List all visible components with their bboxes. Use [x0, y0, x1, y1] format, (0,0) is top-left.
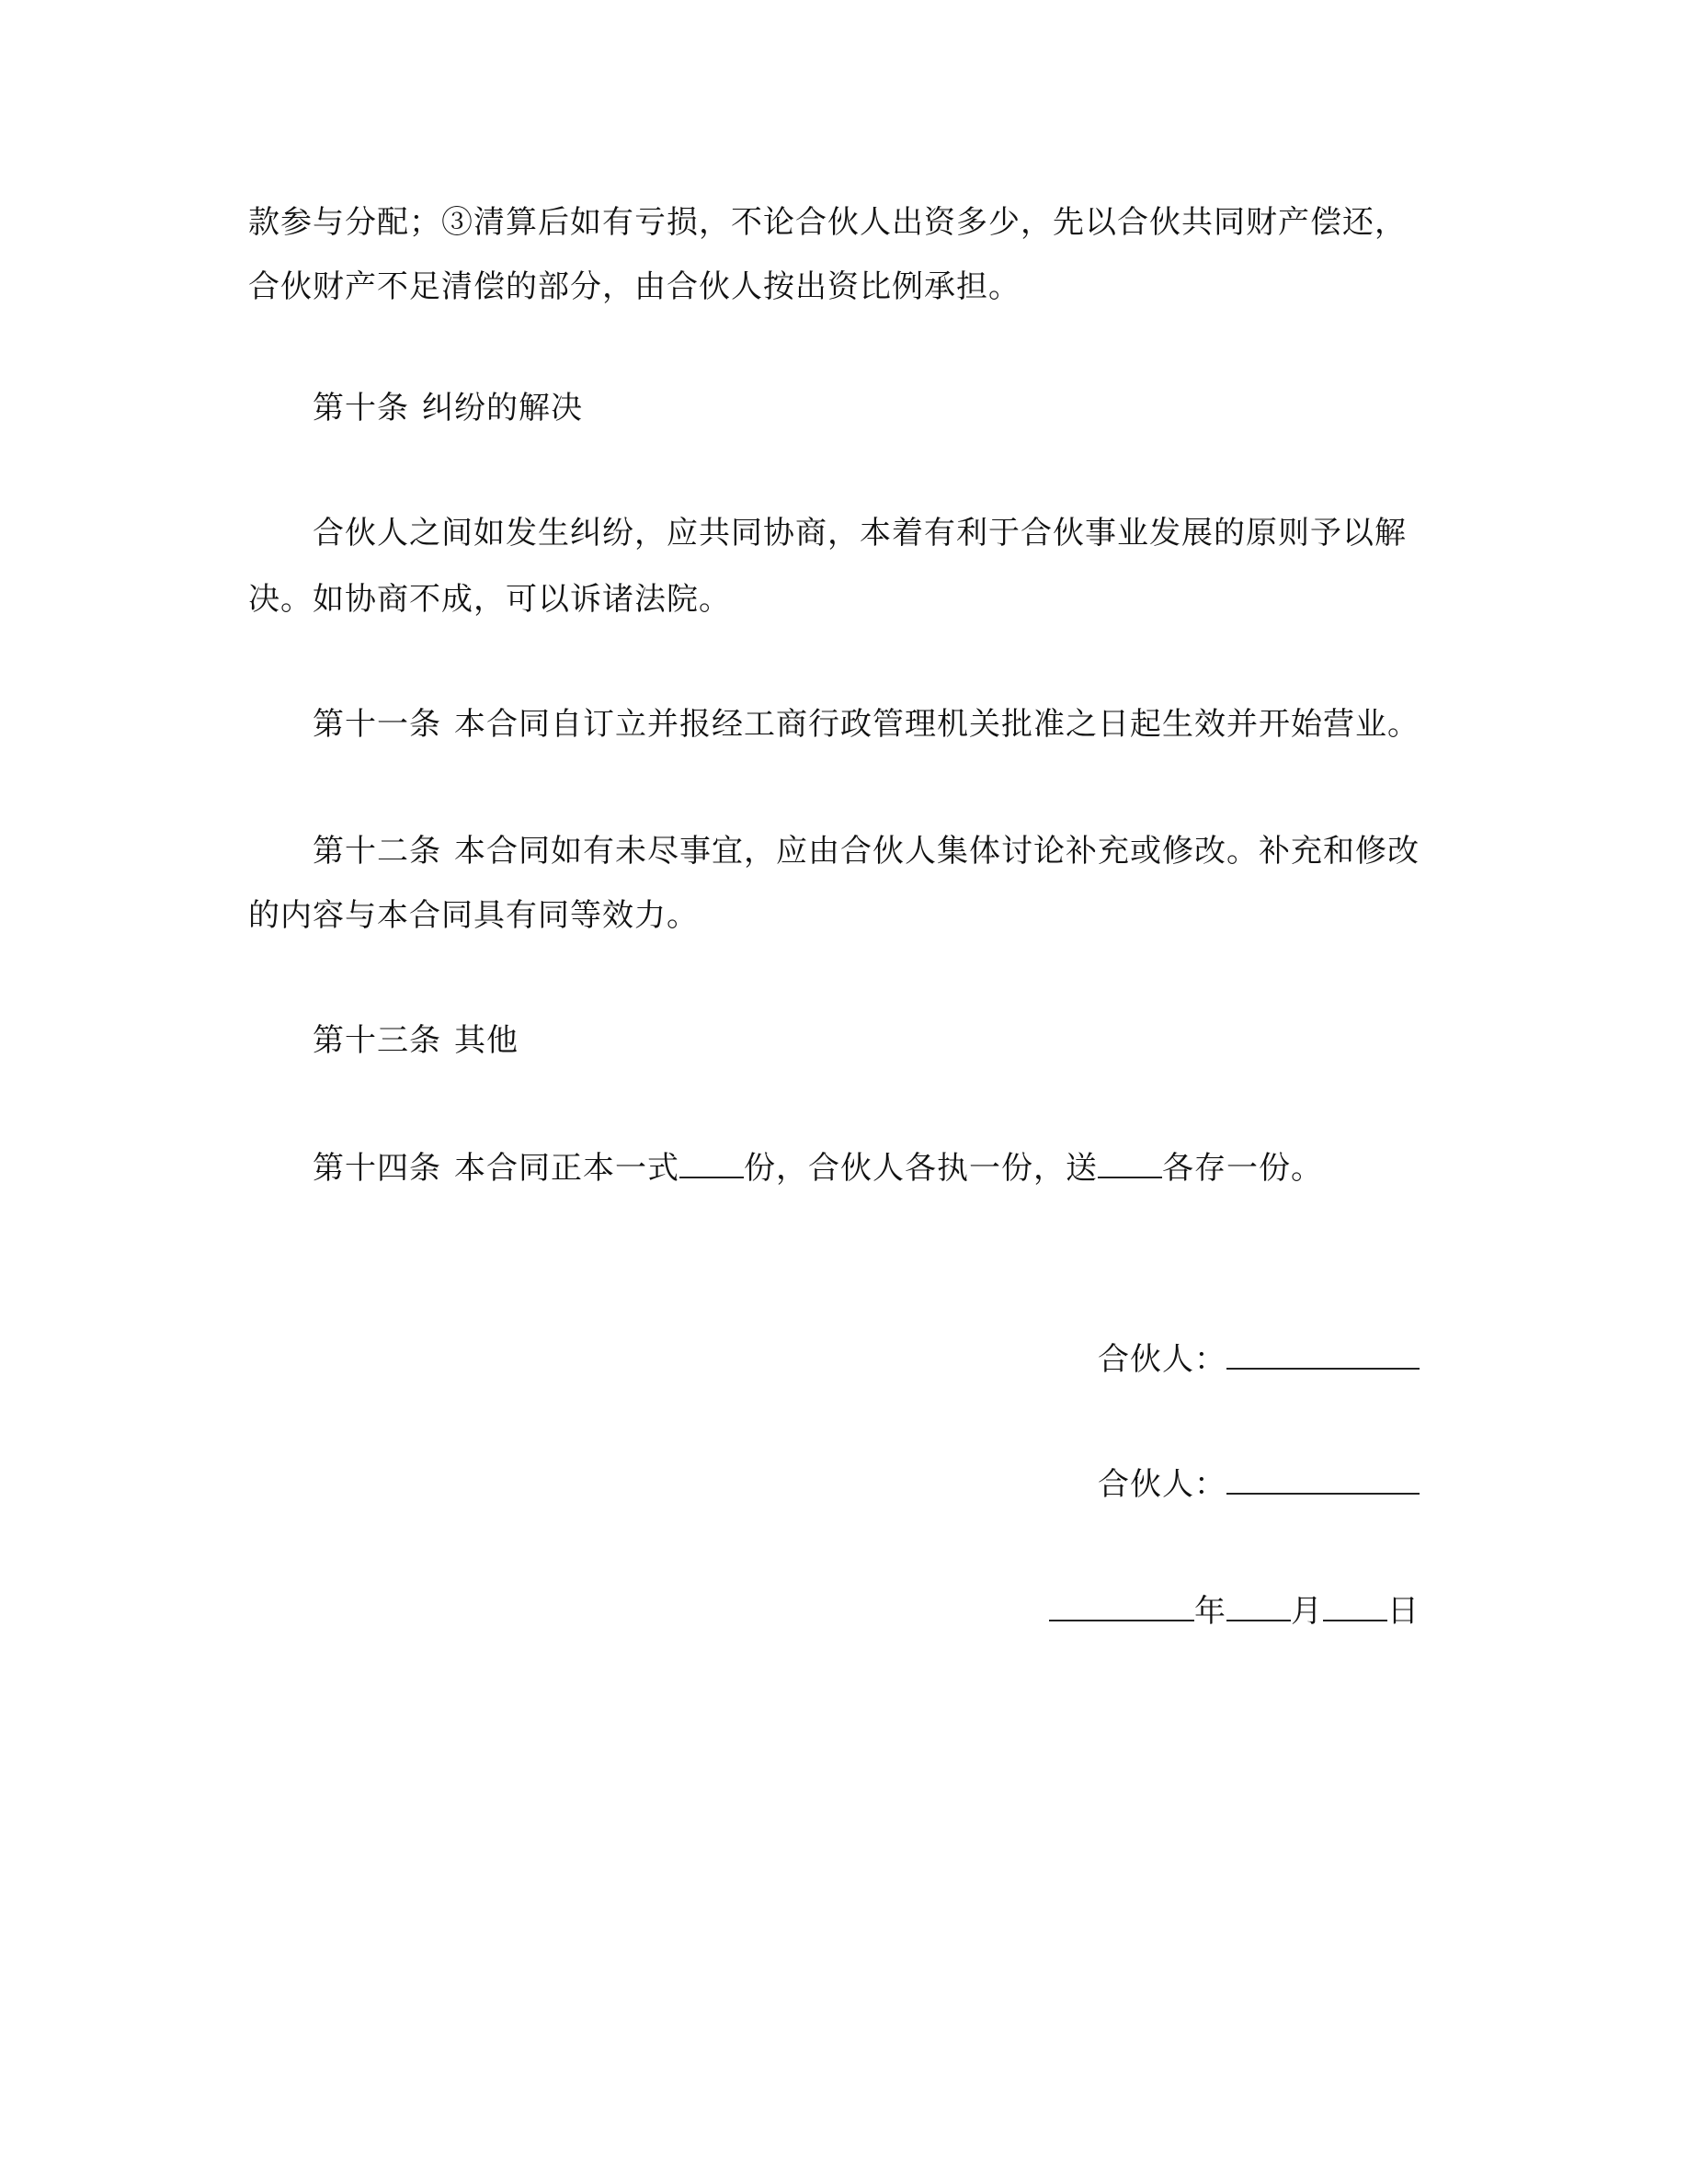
article-11 [313, 706, 1420, 743]
partner-2-blank[interactable] [1226, 1465, 1420, 1495]
partner-1-label: 合伙人： [1098, 1341, 1226, 1378]
continuation-line-1: 款参与分配；③清算后如有亏损，不论合伙人出资多少，先以合伙共同财产偿还， [248, 204, 1407, 241]
article-10-number: 第十条 [313, 390, 409, 427]
recipient-blank[interactable] [1098, 1149, 1162, 1178]
article-14-part-2: 份，合伙人各执一份，送 [744, 1150, 1098, 1187]
article-13-text: 其他 [454, 1022, 519, 1059]
article-14-part-1: 本合同正本一式 [454, 1150, 679, 1187]
day-label: 日 [1387, 1593, 1420, 1630]
continuation-line-2: 合伙财产不足清偿的部分，由合伙人按出资比例承担。 [248, 268, 1021, 305]
article-14 [313, 1149, 1323, 1187]
month-label: 月 [1291, 1593, 1323, 1630]
partner-2-label: 合伙人： [1098, 1466, 1226, 1503]
article-12-line-1 [313, 833, 1420, 870]
article-12-number: 第十二条 [313, 833, 441, 870]
partner-signature-2 [1098, 1465, 1420, 1503]
partner-signature-1 [1098, 1340, 1420, 1378]
year-blank[interactable] [1049, 1592, 1194, 1621]
copies-blank[interactable] [679, 1149, 744, 1178]
article-13-number: 第十三条 [313, 1022, 441, 1059]
article-10-body-line-2: 决。如协商不成，可以诉诸法院。 [248, 581, 731, 618]
article-11-number: 第十一条 [313, 706, 441, 743]
article-12-text: 本合同如有未尽事宜，应由合伙人集体讨论补充或修改。补充和修改 [454, 833, 1420, 870]
article-13 [313, 1022, 519, 1059]
year-label: 年 [1194, 1593, 1226, 1630]
article-10-heading [313, 390, 583, 427]
article-14-number: 第十四条 [313, 1150, 441, 1187]
partner-1-blank[interactable] [1226, 1340, 1420, 1370]
article-14-part-3: 各存一份。 [1162, 1150, 1323, 1187]
month-blank[interactable] [1226, 1592, 1291, 1621]
day-blank[interactable] [1323, 1592, 1387, 1621]
article-10-title: 纠纷的解决 [422, 390, 583, 427]
article-12-line-2: 的内容与本合同具有同等效力。 [248, 897, 699, 934]
signing-date [1049, 1592, 1420, 1630]
article-11-text: 本合同自订立并报经工商行政管理机关批准之日起生效并开始营业。 [454, 706, 1420, 743]
article-10-body-line-1: 合伙人之间如发生纠纷，应共同协商，本着有利于合伙事业发展的原则予以解 [313, 515, 1407, 552]
